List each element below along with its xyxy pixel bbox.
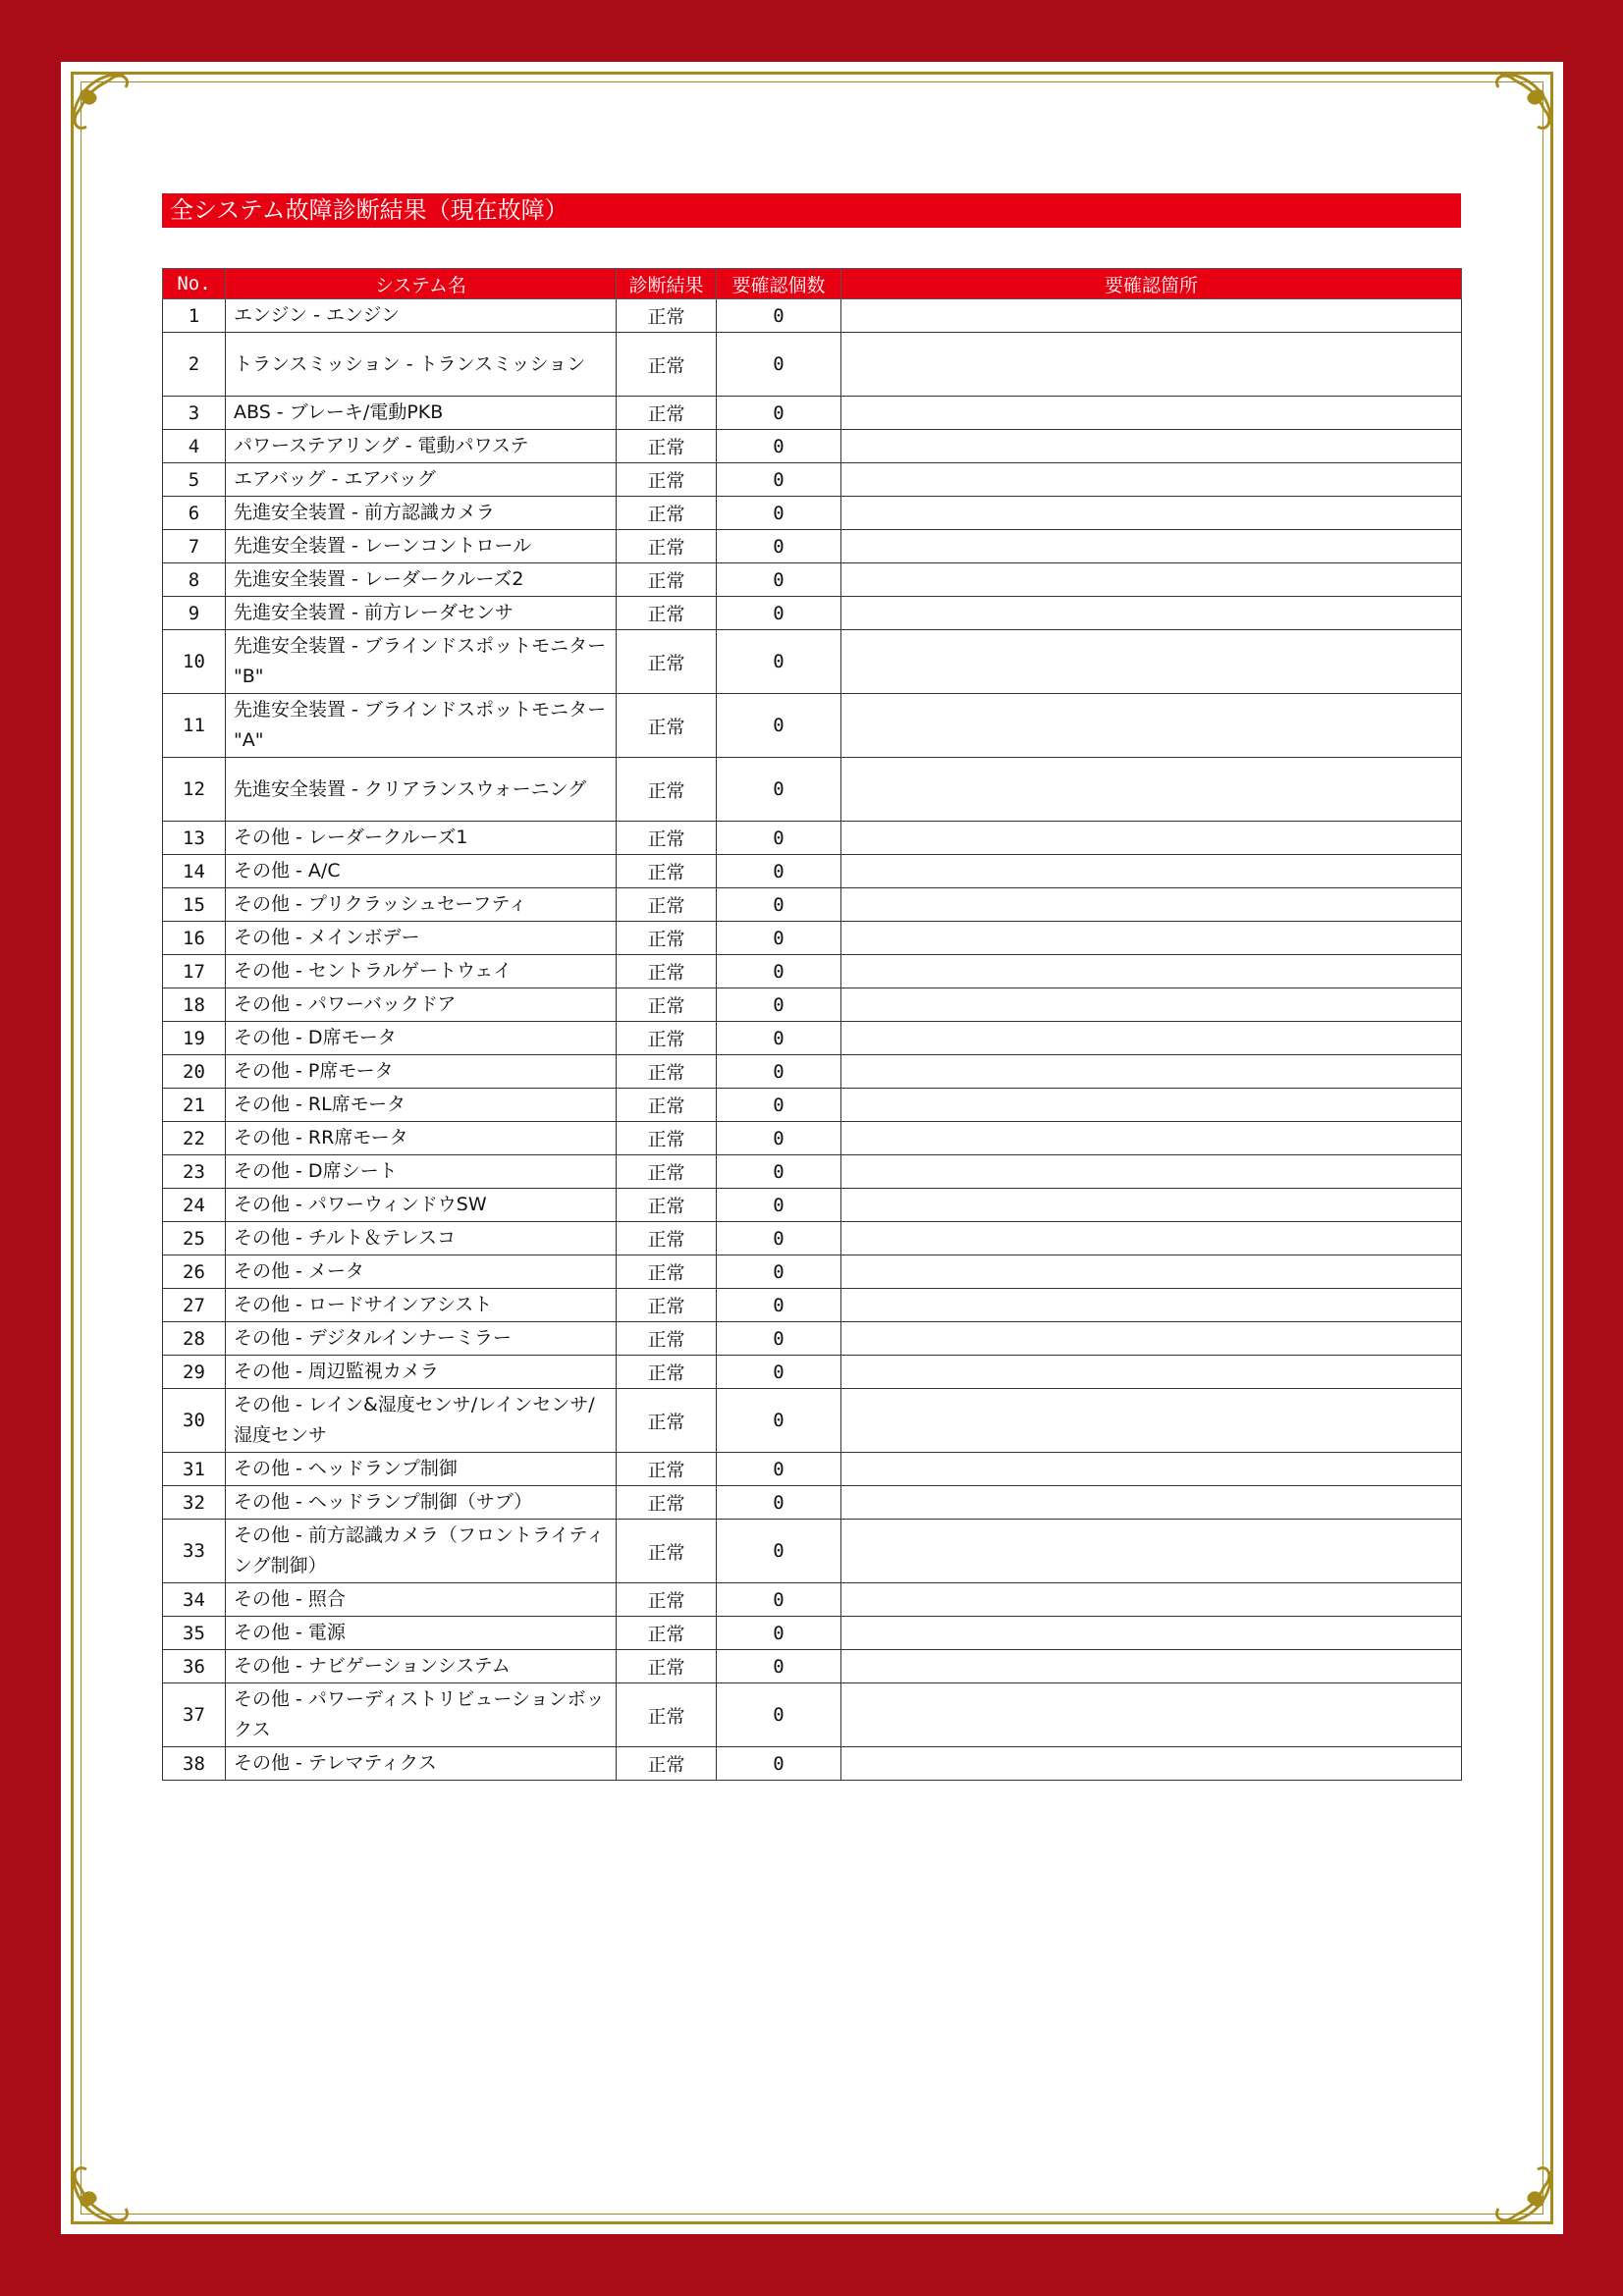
check-location — [841, 988, 1462, 1022]
system-name: 先進安全装置 - レーンコントロール — [226, 530, 617, 563]
diagnosis-result: 正常 — [617, 1155, 717, 1189]
diagnosis-result: 正常 — [617, 430, 717, 463]
check-location — [841, 333, 1462, 397]
diagnosis-result: 正常 — [617, 1122, 717, 1155]
check-location — [841, 1289, 1462, 1322]
table-row — [163, 988, 1462, 1022]
row-number: 17 — [163, 955, 226, 988]
system-name: その他 - ロードサインアシスト — [226, 1289, 617, 1322]
check-count: 0 — [717, 1389, 841, 1453]
system-name: その他 - P席モータ — [226, 1055, 617, 1089]
row-number: 23 — [163, 1155, 226, 1189]
table-row — [163, 1389, 1462, 1453]
check-count: 0 — [717, 1055, 841, 1089]
row-number: 31 — [163, 1453, 226, 1486]
ornament-corner-icon — [1471, 2142, 1559, 2230]
row-number: 32 — [163, 1486, 226, 1520]
table-row — [163, 463, 1462, 497]
check-location — [841, 497, 1462, 530]
table-row — [163, 630, 1462, 694]
table-row — [163, 1486, 1462, 1520]
diagnosis-result: 正常 — [617, 630, 717, 694]
header-count: 要確認個数 — [717, 269, 841, 299]
table-row — [163, 299, 1462, 333]
check-count: 0 — [717, 888, 841, 922]
check-count: 0 — [717, 822, 841, 855]
table-row — [163, 1255, 1462, 1289]
check-count: 0 — [717, 299, 841, 333]
check-count: 0 — [717, 758, 841, 822]
check-count: 0 — [717, 1289, 841, 1322]
row-number: 21 — [163, 1089, 226, 1122]
diagnosis-result: 正常 — [617, 1520, 717, 1583]
diagnosis-result: 正常 — [617, 397, 717, 430]
row-number: 6 — [163, 497, 226, 530]
diagnosis-result: 正常 — [617, 822, 717, 855]
check-count: 0 — [717, 1322, 841, 1356]
check-count: 0 — [717, 1583, 841, 1617]
table-row — [163, 1520, 1462, 1583]
diagnosis-result: 正常 — [617, 1022, 717, 1055]
table-row — [163, 822, 1462, 855]
diagnosis-result: 正常 — [617, 922, 717, 955]
check-count: 0 — [717, 1617, 841, 1650]
diagnosis-result: 正常 — [617, 530, 717, 563]
ornament-corner-icon — [1471, 66, 1559, 154]
table-row — [163, 1453, 1462, 1486]
check-count: 0 — [717, 597, 841, 630]
row-number: 9 — [163, 597, 226, 630]
diagnosis-result: 正常 — [617, 988, 717, 1022]
check-count: 0 — [717, 1650, 841, 1683]
check-count: 0 — [717, 1747, 841, 1781]
table-row — [163, 1122, 1462, 1155]
check-location — [841, 1155, 1462, 1189]
row-number: 38 — [163, 1747, 226, 1781]
system-name: 先進安全装置 - ブラインドスポットモニター "A" — [226, 694, 617, 758]
system-name: その他 - パワーバックドア — [226, 988, 617, 1022]
check-location — [841, 597, 1462, 630]
table-row — [163, 1322, 1462, 1356]
table-row — [163, 563, 1462, 597]
diagnosis-result: 正常 — [617, 1289, 717, 1322]
row-number: 15 — [163, 888, 226, 922]
check-count: 0 — [717, 630, 841, 694]
diagnosis-result: 正常 — [617, 1255, 717, 1289]
check-location — [841, 1022, 1462, 1055]
system-name: その他 - ヘッドランプ制御（サブ） — [226, 1486, 617, 1520]
diagnosis-result: 正常 — [617, 333, 717, 397]
check-count: 0 — [717, 1222, 841, 1255]
diagnosis-result: 正常 — [617, 1683, 717, 1747]
table-row — [163, 497, 1462, 530]
check-count: 0 — [717, 333, 841, 397]
system-name: その他 - レーダークルーズ1 — [226, 822, 617, 855]
check-count: 0 — [717, 988, 841, 1022]
check-location — [841, 299, 1462, 333]
system-name: その他 - RL席モータ — [226, 1089, 617, 1122]
table-row — [163, 1617, 1462, 1650]
row-number: 3 — [163, 397, 226, 430]
check-location — [841, 694, 1462, 758]
table-row — [163, 1583, 1462, 1617]
system-name: その他 - パワーウィンドウSW — [226, 1189, 617, 1222]
system-name: その他 - デジタルインナーミラー — [226, 1322, 617, 1356]
row-number: 34 — [163, 1583, 226, 1617]
system-name: 先進安全装置 - レーダークルーズ2 — [226, 563, 617, 597]
diagnosis-result: 正常 — [617, 1650, 717, 1683]
row-number: 8 — [163, 563, 226, 597]
diagnosis-result: 正常 — [617, 1089, 717, 1122]
table-row — [163, 855, 1462, 888]
table-row — [163, 1055, 1462, 1089]
header-no: No. — [163, 269, 226, 299]
diagnosis-result: 正常 — [617, 1453, 717, 1486]
check-location — [841, 463, 1462, 497]
system-name: その他 - RR席モータ — [226, 1122, 617, 1155]
header-system: システム名 — [226, 269, 617, 299]
check-location — [841, 888, 1462, 922]
diagnosis-result: 正常 — [617, 597, 717, 630]
header-result: 診断結果 — [617, 269, 717, 299]
check-count: 0 — [717, 1155, 841, 1189]
diagnosis-result: 正常 — [617, 1389, 717, 1453]
system-name: その他 - A/C — [226, 855, 617, 888]
check-location — [841, 1122, 1462, 1155]
check-location — [841, 1650, 1462, 1683]
table-header-row — [163, 269, 1462, 299]
check-location — [841, 1055, 1462, 1089]
row-number: 14 — [163, 855, 226, 888]
table-row — [163, 1155, 1462, 1189]
row-number: 13 — [163, 822, 226, 855]
check-count: 0 — [717, 497, 841, 530]
diagnosis-result: 正常 — [617, 694, 717, 758]
diagnosis-result: 正常 — [617, 1356, 717, 1389]
row-number: 28 — [163, 1322, 226, 1356]
system-name: その他 - テレマティクス — [226, 1747, 617, 1781]
system-name: パワーステアリング - 電動パワステ — [226, 430, 617, 463]
diagnosis-result: 正常 — [617, 1583, 717, 1617]
check-count: 0 — [717, 463, 841, 497]
check-location — [841, 530, 1462, 563]
system-name: その他 - ナビゲーションシステム — [226, 1650, 617, 1683]
check-location — [841, 1222, 1462, 1255]
check-count: 0 — [717, 1683, 841, 1747]
check-location — [841, 1520, 1462, 1583]
system-name: その他 - レイン&湿度センサ/レインセンサ/湿度センサ — [226, 1389, 617, 1453]
table-row — [163, 758, 1462, 822]
check-count: 0 — [717, 1356, 841, 1389]
section-title: 全システム故障診断結果（現在故障） — [162, 193, 1461, 228]
system-name: その他 - 照合 — [226, 1583, 617, 1617]
check-count: 0 — [717, 855, 841, 888]
system-name: その他 - セントラルゲートウェイ — [226, 955, 617, 988]
check-location — [841, 1486, 1462, 1520]
table-row — [163, 597, 1462, 630]
diagnosis-result: 正常 — [617, 563, 717, 597]
row-number: 26 — [163, 1255, 226, 1289]
check-location — [841, 822, 1462, 855]
system-name: トランスミッション - トランスミッション — [226, 333, 617, 397]
table-row — [163, 530, 1462, 563]
diagnosis-result: 正常 — [617, 888, 717, 922]
system-name: その他 - プリクラッシュセーフティ — [226, 888, 617, 922]
row-number: 37 — [163, 1683, 226, 1747]
row-number: 12 — [163, 758, 226, 822]
check-location — [841, 1255, 1462, 1289]
system-name: その他 - メインボデー — [226, 922, 617, 955]
system-name: その他 - チルト＆テレスコ — [226, 1222, 617, 1255]
diagnosis-result: 正常 — [617, 758, 717, 822]
table-row — [163, 955, 1462, 988]
check-count: 0 — [717, 1255, 841, 1289]
diagnosis-result: 正常 — [617, 955, 717, 988]
system-name: 先進安全装置 - ブラインドスポットモニター "B" — [226, 630, 617, 694]
diagnosis-table — [162, 268, 1462, 1781]
system-name: その他 - 前方認識カメラ（フロントライティング制御） — [226, 1520, 617, 1583]
row-number: 10 — [163, 630, 226, 694]
table-row — [163, 1189, 1462, 1222]
check-location — [841, 922, 1462, 955]
report-page — [61, 62, 1563, 2234]
system-name: 先進安全装置 - 前方認識カメラ — [226, 497, 617, 530]
check-count: 0 — [717, 430, 841, 463]
table-row — [163, 888, 1462, 922]
table-row — [163, 694, 1462, 758]
check-count: 0 — [717, 397, 841, 430]
table-body — [163, 299, 1462, 1781]
check-location — [841, 758, 1462, 822]
row-number: 18 — [163, 988, 226, 1022]
row-number: 11 — [163, 694, 226, 758]
row-number: 36 — [163, 1650, 226, 1683]
diagnosis-result: 正常 — [617, 1747, 717, 1781]
system-name: その他 - 周辺監視カメラ — [226, 1356, 617, 1389]
header-location: 要確認箇所 — [841, 269, 1462, 299]
check-location — [841, 1453, 1462, 1486]
system-name: その他 - ヘッドランプ制御 — [226, 1453, 617, 1486]
check-location — [841, 1747, 1462, 1781]
check-location — [841, 430, 1462, 463]
check-count: 0 — [717, 1453, 841, 1486]
check-count: 0 — [717, 563, 841, 597]
check-location — [841, 1683, 1462, 1747]
row-number: 22 — [163, 1122, 226, 1155]
table-row — [163, 397, 1462, 430]
check-location — [841, 1322, 1462, 1356]
check-location — [841, 1089, 1462, 1122]
check-location — [841, 630, 1462, 694]
system-name: エアバッグ - エアバッグ — [226, 463, 617, 497]
check-location — [841, 855, 1462, 888]
row-number: 7 — [163, 530, 226, 563]
ornament-corner-icon — [65, 66, 153, 154]
system-name: その他 - 電源 — [226, 1617, 617, 1650]
row-number: 19 — [163, 1022, 226, 1055]
system-name: その他 - パワーディストリビューションボックス — [226, 1683, 617, 1747]
check-count: 0 — [717, 1089, 841, 1122]
table-row — [163, 1650, 1462, 1683]
check-count: 0 — [717, 694, 841, 758]
table-row — [163, 1222, 1462, 1255]
table-row — [163, 1289, 1462, 1322]
check-count: 0 — [717, 530, 841, 563]
diagnosis-result: 正常 — [617, 1617, 717, 1650]
table-row — [163, 1089, 1462, 1122]
check-count: 0 — [717, 1189, 841, 1222]
table-row — [163, 922, 1462, 955]
diagnosis-result: 正常 — [617, 1189, 717, 1222]
diagnosis-result: 正常 — [617, 1055, 717, 1089]
diagnosis-result: 正常 — [617, 299, 717, 333]
table-row — [163, 1747, 1462, 1781]
row-number: 20 — [163, 1055, 226, 1089]
row-number: 33 — [163, 1520, 226, 1583]
check-location — [841, 1583, 1462, 1617]
check-location — [841, 955, 1462, 988]
row-number: 16 — [163, 922, 226, 955]
diagnosis-result: 正常 — [617, 497, 717, 530]
check-count: 0 — [717, 922, 841, 955]
table-row — [163, 333, 1462, 397]
check-location — [841, 1617, 1462, 1650]
system-name: 先進安全装置 - クリアランスウォーニング — [226, 758, 617, 822]
diagnosis-result: 正常 — [617, 1486, 717, 1520]
table-row — [163, 1683, 1462, 1747]
row-number: 2 — [163, 333, 226, 397]
check-location — [841, 1356, 1462, 1389]
row-number: 25 — [163, 1222, 226, 1255]
row-number: 35 — [163, 1617, 226, 1650]
row-number: 4 — [163, 430, 226, 463]
table-row — [163, 430, 1462, 463]
system-name: 先進安全装置 - 前方レーダセンサ — [226, 597, 617, 630]
ornament-corner-icon — [65, 2142, 153, 2230]
system-name: エンジン - エンジン — [226, 299, 617, 333]
check-location — [841, 1189, 1462, 1222]
system-name: その他 - メータ — [226, 1255, 617, 1289]
system-name: その他 - D席モータ — [226, 1022, 617, 1055]
check-count: 0 — [717, 1022, 841, 1055]
check-count: 0 — [717, 1520, 841, 1583]
diagnosis-result: 正常 — [617, 463, 717, 497]
diagnosis-result: 正常 — [617, 855, 717, 888]
diagnosis-result: 正常 — [617, 1222, 717, 1255]
check-location — [841, 397, 1462, 430]
system-name: その他 - D席シート — [226, 1155, 617, 1189]
system-name: ABS - ブレーキ/電動PKB — [226, 397, 617, 430]
check-location — [841, 563, 1462, 597]
check-count: 0 — [717, 1122, 841, 1155]
check-location — [841, 1389, 1462, 1453]
check-count: 0 — [717, 1486, 841, 1520]
table-row — [163, 1356, 1462, 1389]
row-number: 27 — [163, 1289, 226, 1322]
row-number: 1 — [163, 299, 226, 333]
row-number: 29 — [163, 1356, 226, 1389]
row-number: 24 — [163, 1189, 226, 1222]
table-row — [163, 1022, 1462, 1055]
row-number: 5 — [163, 463, 226, 497]
check-count: 0 — [717, 955, 841, 988]
diagnosis-result: 正常 — [617, 1322, 717, 1356]
row-number: 30 — [163, 1389, 226, 1453]
